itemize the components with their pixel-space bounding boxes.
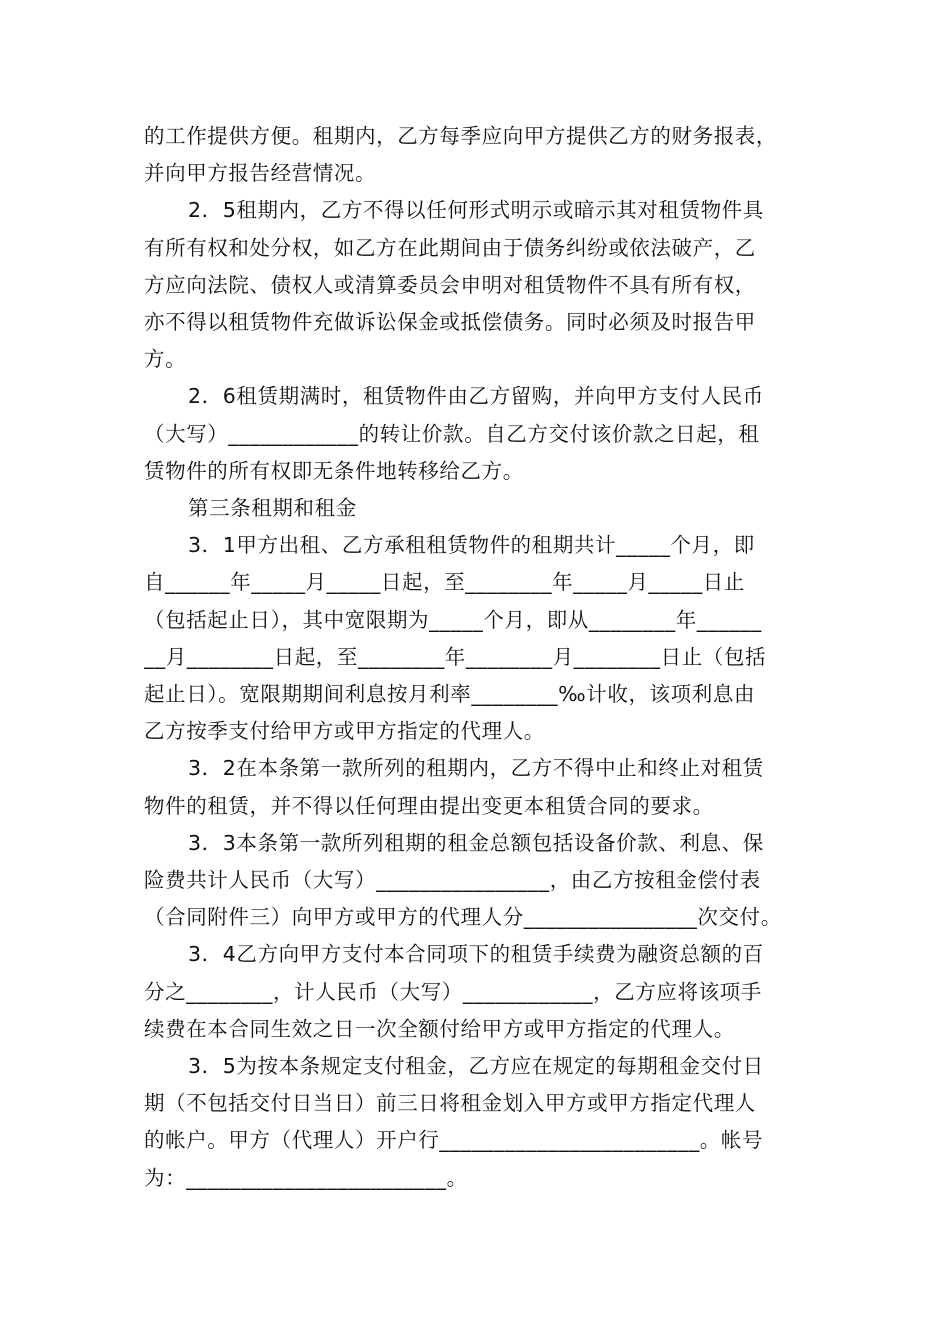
text-line: 有所有权和处分权，如乙方在此期间由于债务纠纷或依法破产，乙: [144, 235, 756, 260]
text-line: 期（不包括交付日当日）前三日将租金划入甲方或甲方指定代理人: [144, 1091, 756, 1116]
clause-3-2: 3．2在本条第一款所列的租期内，乙方不得中止和终止对租赁: [188, 756, 764, 781]
clause-3-1: 3．1甲方出租、乙方承租租赁物件的租期共计_____个月，即: [188, 533, 755, 558]
text-line: 续费在本合同生效之日一次全额付给甲方或甲方指定的代理人。: [144, 1016, 735, 1041]
text-line: __月________日起，至________年________月________日止（包括: [144, 644, 767, 669]
text-line: 险费共计人民币（大写）________________，由乙方按租金偿付表: [144, 868, 761, 893]
text-line: 自______年_____月_____日起，至________年_____月_____日止: [144, 570, 745, 595]
clause-3-4: 3．4乙方向甲方支付本合同项下的租赁手续费为融资总额的百: [188, 942, 764, 967]
clause-3-5: 3．5为按本条规定支付租金，乙方应在规定的每期租金交付日: [188, 1054, 764, 1079]
text-line: 的工作提供方便。租期内，乙方每季应向甲方提供乙方的财务报表，: [144, 124, 777, 148]
text-line: （合同附件三）向甲方或甲方的代理人分________________次交付。: [144, 905, 782, 930]
text-line: （大写）____________的转让价款。自乙方交付该价款之日起，租: [144, 421, 760, 446]
text-line: 方应向法院、债权人或清算委员会申明对租赁物件不具有所有权，: [144, 272, 756, 297]
text-line: 并向甲方报告经营情况。: [144, 161, 377, 186]
text-line: （包括起止日），其中宽限期为_____个月，即从________年______: [144, 607, 762, 632]
text-line: 方。: [144, 347, 187, 372]
text-line: 的帐户。甲方（代理人）开户行________________________。帐号: [144, 1128, 764, 1153]
text-line: 为：________________________。: [144, 1165, 468, 1190]
text-line: 分之________，计人民币（大写）____________，乙方应将该项手: [144, 979, 762, 1004]
text-line: 起止日）。宽限期期间利息按月利率________‰计收，该项利息由: [144, 682, 756, 707]
article-3-heading: 第三条租期和租金: [188, 496, 357, 521]
clause-2-5: 2．5租期内，乙方不得以任何形式明示或暗示其对租赁物件具: [188, 198, 764, 223]
text-line: 物件的租赁，并不得以任何理由提出变更本租赁合同的要求。: [144, 793, 714, 818]
document-body: [144, 118, 806, 1197]
text-line: 赁物件的所有权即无条件地转移给乙方。: [144, 458, 524, 483]
clause-3-3: 3．3本条第一款所列租期的租金总额包括设备价款、利息、保: [188, 830, 764, 855]
text-line: 乙方按季支付给甲方或甲方指定的代理人。: [144, 719, 545, 744]
text-line: 亦不得以租赁物件充做诉讼保金或抵偿债务。同时必须及时报告甲: [144, 310, 756, 335]
clause-2-6: 2．6租赁期满时，租赁物件由乙方留购，并向甲方支付人民币: [188, 384, 764, 409]
